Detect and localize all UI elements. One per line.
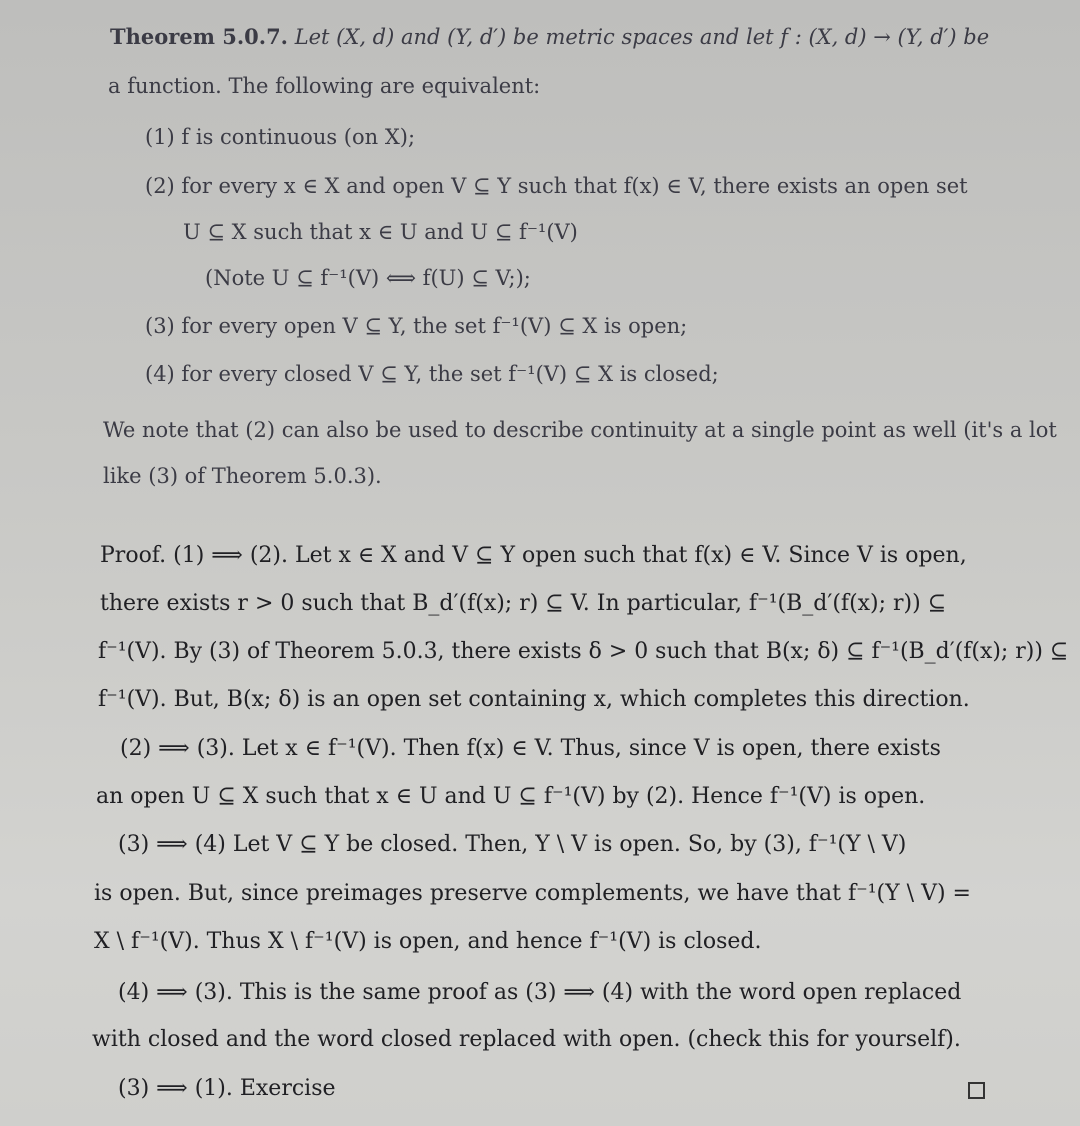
theorem-item-4: (4) for every closed V ⊆ Y, the set f⁻¹(V) ⊆ X is closed; — [145, 362, 719, 386]
proof-line-7: (3) ⟹ (4) Let V ⊆ Y be closed. Then, Y \ V is open. So, by (3), f⁻¹(Y \ V) — [118, 832, 907, 857]
proof-line-8: is open. But, since preimages preserve complements, we have that f⁻¹(Y \ V) = — [94, 881, 971, 906]
theorem-line-1 — [110, 26, 990, 48]
theorem-heading: Theorem 5.0.7. — [110, 24, 288, 49]
proof-line-3: f⁻¹(V). By (3) of Theorem 5.0.3, there exists δ > 0 such that B(x; δ) ⊆ f⁻¹(B_d′(f(x); r)) ⊆ — [98, 639, 1069, 664]
theorem-item-2-note: (Note U ⊆ f⁻¹(V) ⟺ f(U) ⊆ V;); — [205, 266, 531, 290]
proof-line-2: there exists r > 0 such that B_d′(f(x); r) ⊆ V. In particular, f⁻¹(B_d′(f(x); r)) ⊆ — [100, 591, 947, 616]
theorem-item-2-cont: U ⊆ X such that x ∈ U and U ⊆ f⁻¹(V) — [183, 220, 578, 244]
proof-line-5: (2) ⟹ (3). Let x ∈ f⁻¹(V). Then f(x) ∈ V. Thus, since V is open, there exists — [120, 736, 941, 761]
proof-line-10: (4) ⟹ (3). This is the same proof as (3) ⟹ (4) with the word open replaced — [118, 980, 962, 1005]
remark-line-2: like (3) of Theorem 5.0.3). — [103, 464, 382, 488]
theorem-item-1: (1) f is continuous (on X); — [145, 125, 416, 149]
remark-line-1: We note that (2) can also be used to describe continuity at a single point as well (it's a lot — [103, 418, 1057, 442]
proof-line-1: Proof. (1) ⟹ (2). Let x ∈ X and V ⊆ Y open such that f(x) ∈ V. Since V is open, — [100, 543, 967, 568]
proof-line-12: (3) ⟹ (1). Exercise — [118, 1076, 336, 1101]
proof-line-11: with closed and the word closed replaced with open. (check this for yourself). — [92, 1027, 961, 1052]
theorem-item-2: (2) for every x ∈ X and open V ⊆ Y such that f(x) ∈ V, there exists an open set — [145, 174, 968, 198]
proof-line-4: f⁻¹(V). But, B(x; δ) is an open set containing x, which completes this direction. — [98, 687, 970, 712]
qed-square-icon — [968, 1082, 985, 1099]
proof-line-6: an open U ⊆ X such that x ∈ U and U ⊆ f⁻¹(V) by (2). Hence f⁻¹(V) is open. — [96, 784, 926, 809]
theorem-line-2: a function. The following are equivalent: — [108, 74, 541, 98]
theorem-item-3: (3) for every open V ⊆ Y, the set f⁻¹(V) ⊆ X is open; — [145, 314, 688, 338]
theorem-line-1-text: Let (X, d) and (Y, d′) be metric spaces and let f : (X, d) → (Y, d′) be — [294, 25, 990, 49]
proof-line-9: X \ f⁻¹(V). Thus X \ f⁻¹(V) is open, and hence f⁻¹(V) is closed. — [94, 929, 762, 954]
